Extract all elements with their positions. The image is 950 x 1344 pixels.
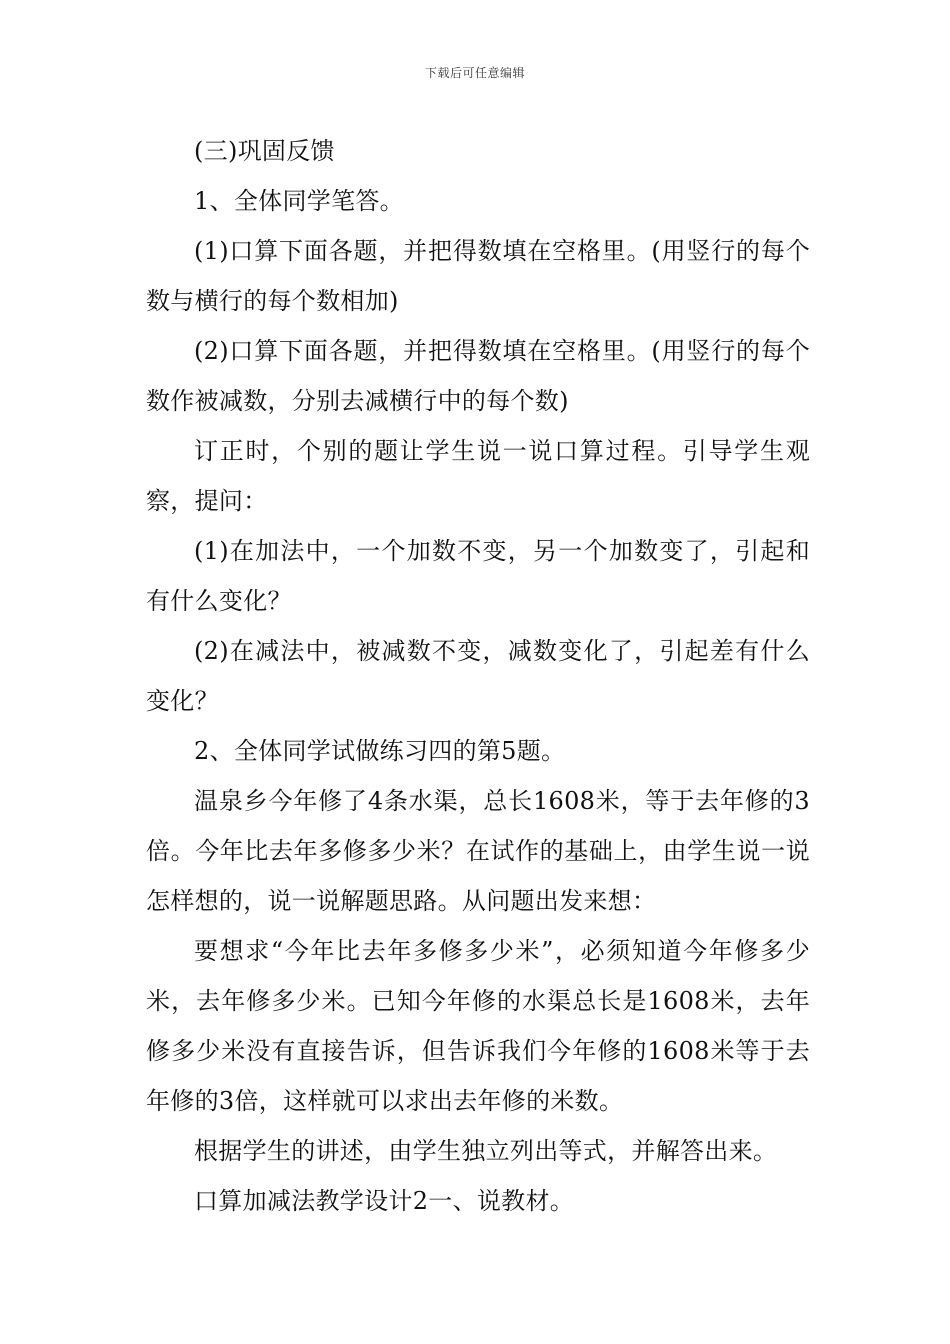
paragraph: 温泉乡今年修了4条水渠，总长1608米，等于去年修的3倍。今年比去年多修多少米？在试作的基础上，由学生说一说怎样想的，说一说解题思路。从问题出发来想： xyxy=(146,787,810,915)
paragraph: 1、全体同学笔答。 xyxy=(194,187,404,215)
paragraph: 订正时，个别的题让学生说一说口算过程。引导学生观察，提问： xyxy=(146,437,810,515)
paragraph: (2)口算下面各题，并把得数填在空格里。(用竖行的每个数作被减数，分别去减横行中的每个数) xyxy=(146,337,810,415)
paragraph: 要想求“今年比去年多修多少米”，必须知道今年修多少米，去年修多少米。已知今年修的水渠总长是1608米，去年修多少米没有直接告诉，但告诉我们今年修的1608米等于去年修的3倍，这样就可以求出去年修的米数。 xyxy=(146,937,810,1115)
paragraph: (1)在加法中，一个加数不变，另一个加数变了，引起和有什么变化？ xyxy=(146,537,810,615)
document-body xyxy=(146,126,810,1226)
paragraph: (1)口算下面各题，并把得数填在空格里。(用竖行的每个数与横行的每个数相加) xyxy=(146,237,810,315)
paragraph: 2、全体同学试做练习四的第5题。 xyxy=(194,737,566,765)
section-heading: (三)巩固反馈 xyxy=(194,137,335,165)
paragraph: 根据学生的讲述，由学生独立列出等式，并解答出来。 xyxy=(194,1137,778,1165)
paragraph: 口算加减法教学设计2一、说教材。 xyxy=(194,1187,575,1215)
paragraph: (2)在减法中，被减数不变，减数变化了，引起差有什么变化？ xyxy=(146,637,810,715)
page-header-note: 下载后可任意编辑 xyxy=(424,66,525,80)
